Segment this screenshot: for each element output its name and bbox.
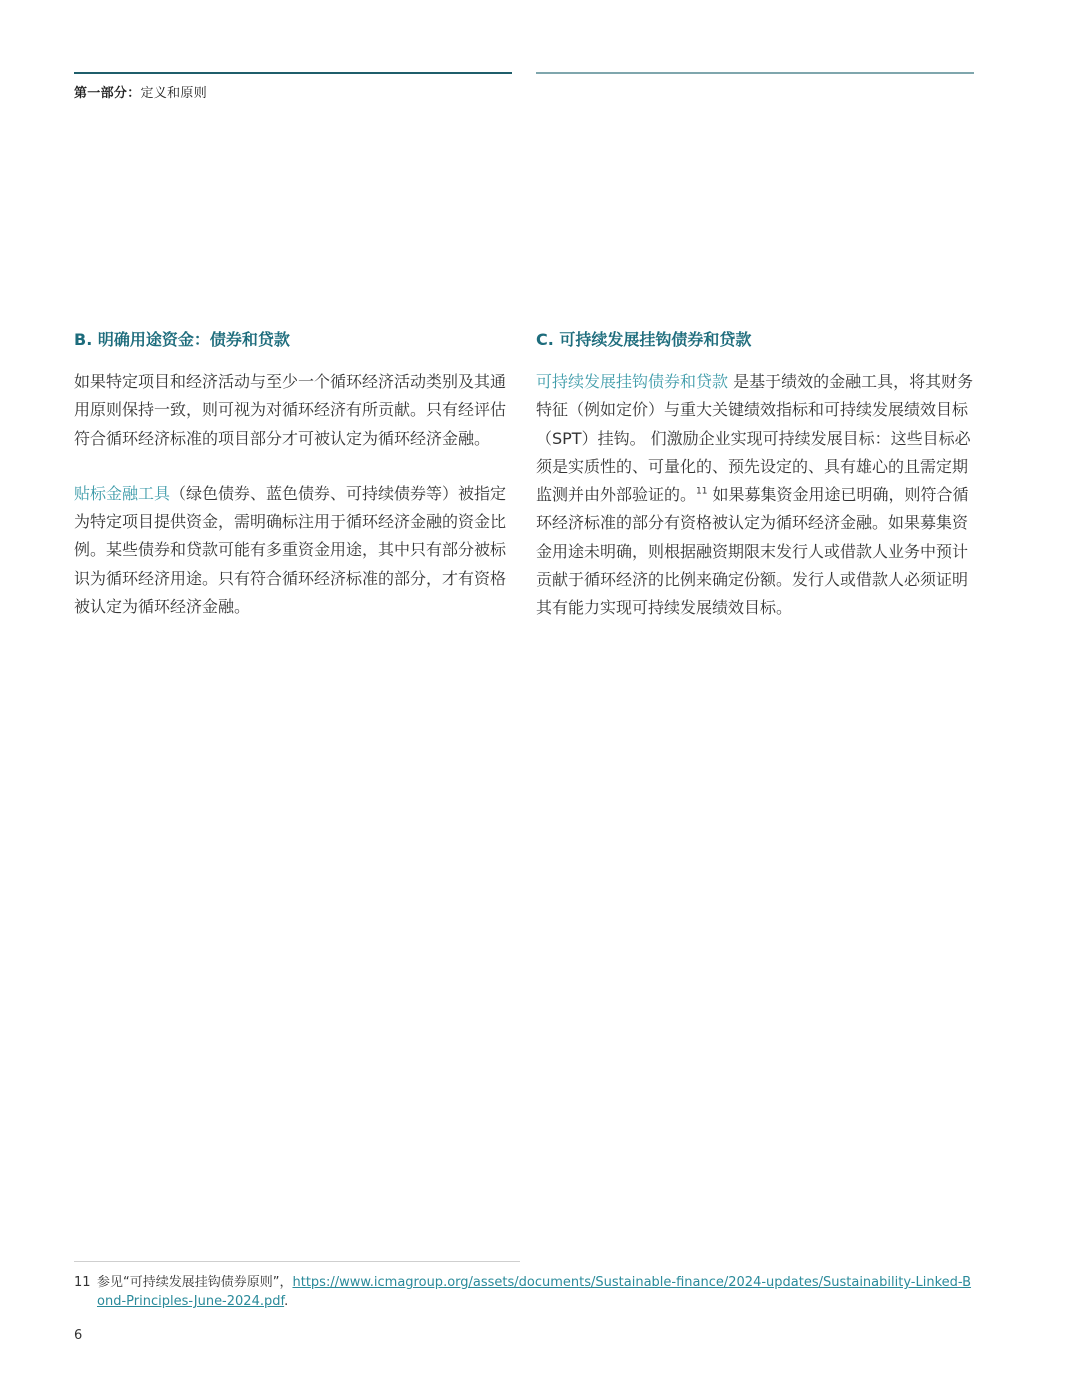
section-c-heading: C. 可持续发展挂钩债券和贷款 — [536, 330, 752, 349]
footnote-body — [97, 1273, 977, 1311]
section-b — [74, 328, 514, 648]
footnote-reference[interactable]: 11 — [696, 486, 708, 497]
page-number: 6 — [74, 1328, 83, 1343]
running-header — [74, 82, 207, 101]
section-b-paragraph-2 — [74, 480, 514, 621]
footnote-divider — [74, 1261, 520, 1262]
header-rule-left — [74, 72, 512, 74]
sustainability-linked-link[interactable]: 可持续发展挂钩债券和贷款 — [536, 372, 729, 391]
header-rule-right — [536, 72, 974, 74]
section-c-paragraph-1 — [536, 368, 976, 623]
section-b-paragraph-1: 如果特定项目和经济活动与至少一个循环经济活动类别及其通用原则保持一致，则可视为对循环经济有所贡献。只有经评估符合循环经济标准的项目部分才可被认定为循环经济金融。 — [74, 372, 507, 448]
footnote-text: 参见“可持续发展挂钩债券原则”， — [97, 1275, 293, 1290]
section-b-paragraph-2-text: （绿色债券、蓝色债券、可持续债券等）被指定为特定项目提供资金，需明确标注用于循环经济金融的资金比例。某些债券和贷款可能有多重资金用途，其中只有部分被标识为循环经济用途。只有符合循环经济标准的部分，才有资格被认定为循环经济金融。 — [74, 483, 507, 617]
footnote-url-link[interactable]: https://www.icmagroup.org/assets/documents/Sustainable-finance/2024-updates/Sustainability-Linked-Bond-Principles-June-2024.pdf — [97, 1275, 972, 1309]
section-c-text-b: 如果募集资金用途已明确，则符合循环经济标准的部分有资格被认定为循环经济金融。如果募集资金用途未明确，则根据融资期限末发行人或借款人业务中预计贡献于循环经济的比例来确定份额。发行人或借款人必须证明其有能力实现可持续发展绩效目标。 — [536, 485, 969, 618]
section-b-heading: B. 明确用途资金：债券和贷款 — [74, 330, 290, 349]
labelled-instruments-link[interactable]: 贴标金融工具 — [74, 483, 171, 503]
footnote-trailing: . — [284, 1294, 289, 1309]
part-title: 定义和原则 — [140, 86, 208, 101]
section-c — [536, 328, 976, 650]
part-label: 第一部分： — [74, 86, 141, 101]
footnote-number: 11 — [74, 1275, 91, 1290]
section-c-text-a: 是基于绩效的金融工具，将其财务特征（例如定价）与重大关键绩效指标和可持续发展绩效目标（SPT）挂钩。 们激励企业实现可持续发展目标：这些目标必须是实质性的、可量化的、预先设定的、具有雄心的且需定期监测并由外部验证的。 — [536, 372, 974, 505]
